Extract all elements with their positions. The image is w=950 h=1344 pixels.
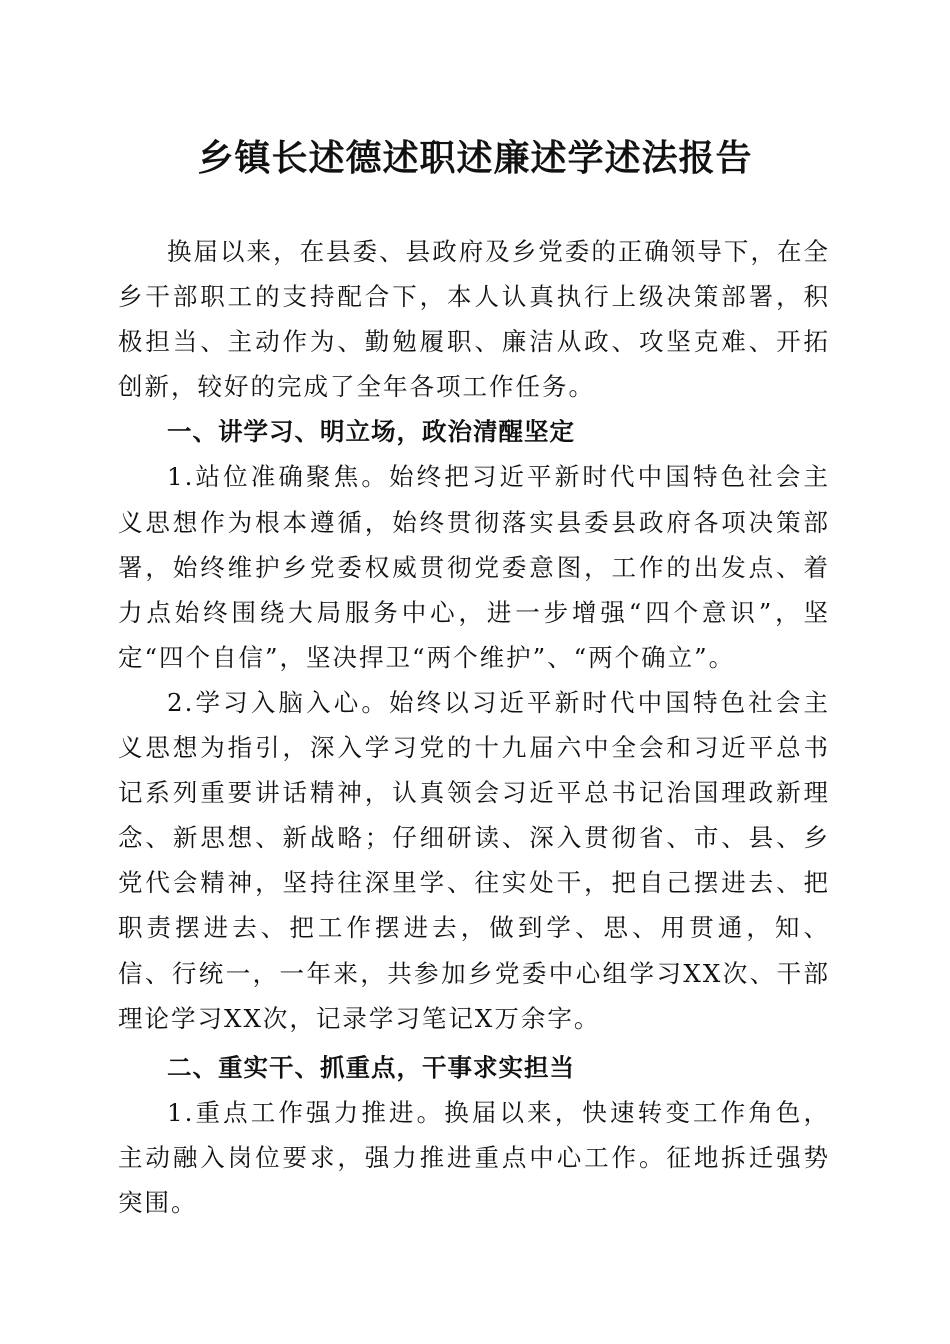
- section-2-item-1: 1.重点工作强力推进。换届以来，快速转变工作角色，主动融入岗位要求，强力推进重点中心工作。征地拆迁强势突围。: [118, 1097, 830, 1217]
- intro-paragraph: 换届以来，在县委、县政府及乡党委的正确领导下，在全乡干部职工的支持配合下，本人认真执行上级决策部署，积极担当、主动作为、勤勉履职、廉洁从政、攻坚克难、开拓创新，较好的完成了全年各项工作任务。: [118, 237, 830, 402]
- document-body: [118, 229, 830, 1225]
- section-1-item-1: 1.站位准确聚焦。始终把习近平新时代中国特色社会主义思想作为根本遵循，始终贯彻落实县委县政府各项决策部署，始终维护乡党委权威贯彻党委意图，工作的出发点、着力点始终围绕大局服务中心，进一步增强“四个意识”，坚定“四个自信”，坚决捍卫“两个维护”、“两个确立”。: [118, 462, 830, 672]
- document-title: 乡镇长述德述职述廉述学述法报告: [197, 137, 753, 179]
- section-heading-2: 二、重实干、抓重点，干事求实担当: [167, 1052, 575, 1082]
- section-1-item-2: 2.学习入脑入心。始终以习近平新时代中国特色社会主义思想为指引，深入学习党的十九届六中全会和习近平总书记系列重要讲话精神，认真领会习近平总书记治国理政新理念、新思想、新战略；仔细研读、深入贯彻省、市、县、乡党代会精神，坚持往深里学、往实处干，把自己摆进去、把职责摆进去、把工作摆进去，做到学、思、用贯通，知、信、行统一，一年来，共参加乡党委中心组学习XX次、干部理论学习XX次，记录学习笔记X万余字。: [118, 687, 830, 1033]
- section-heading-1: 一、讲学习、明立场，政治清醒坚定: [167, 417, 575, 447]
